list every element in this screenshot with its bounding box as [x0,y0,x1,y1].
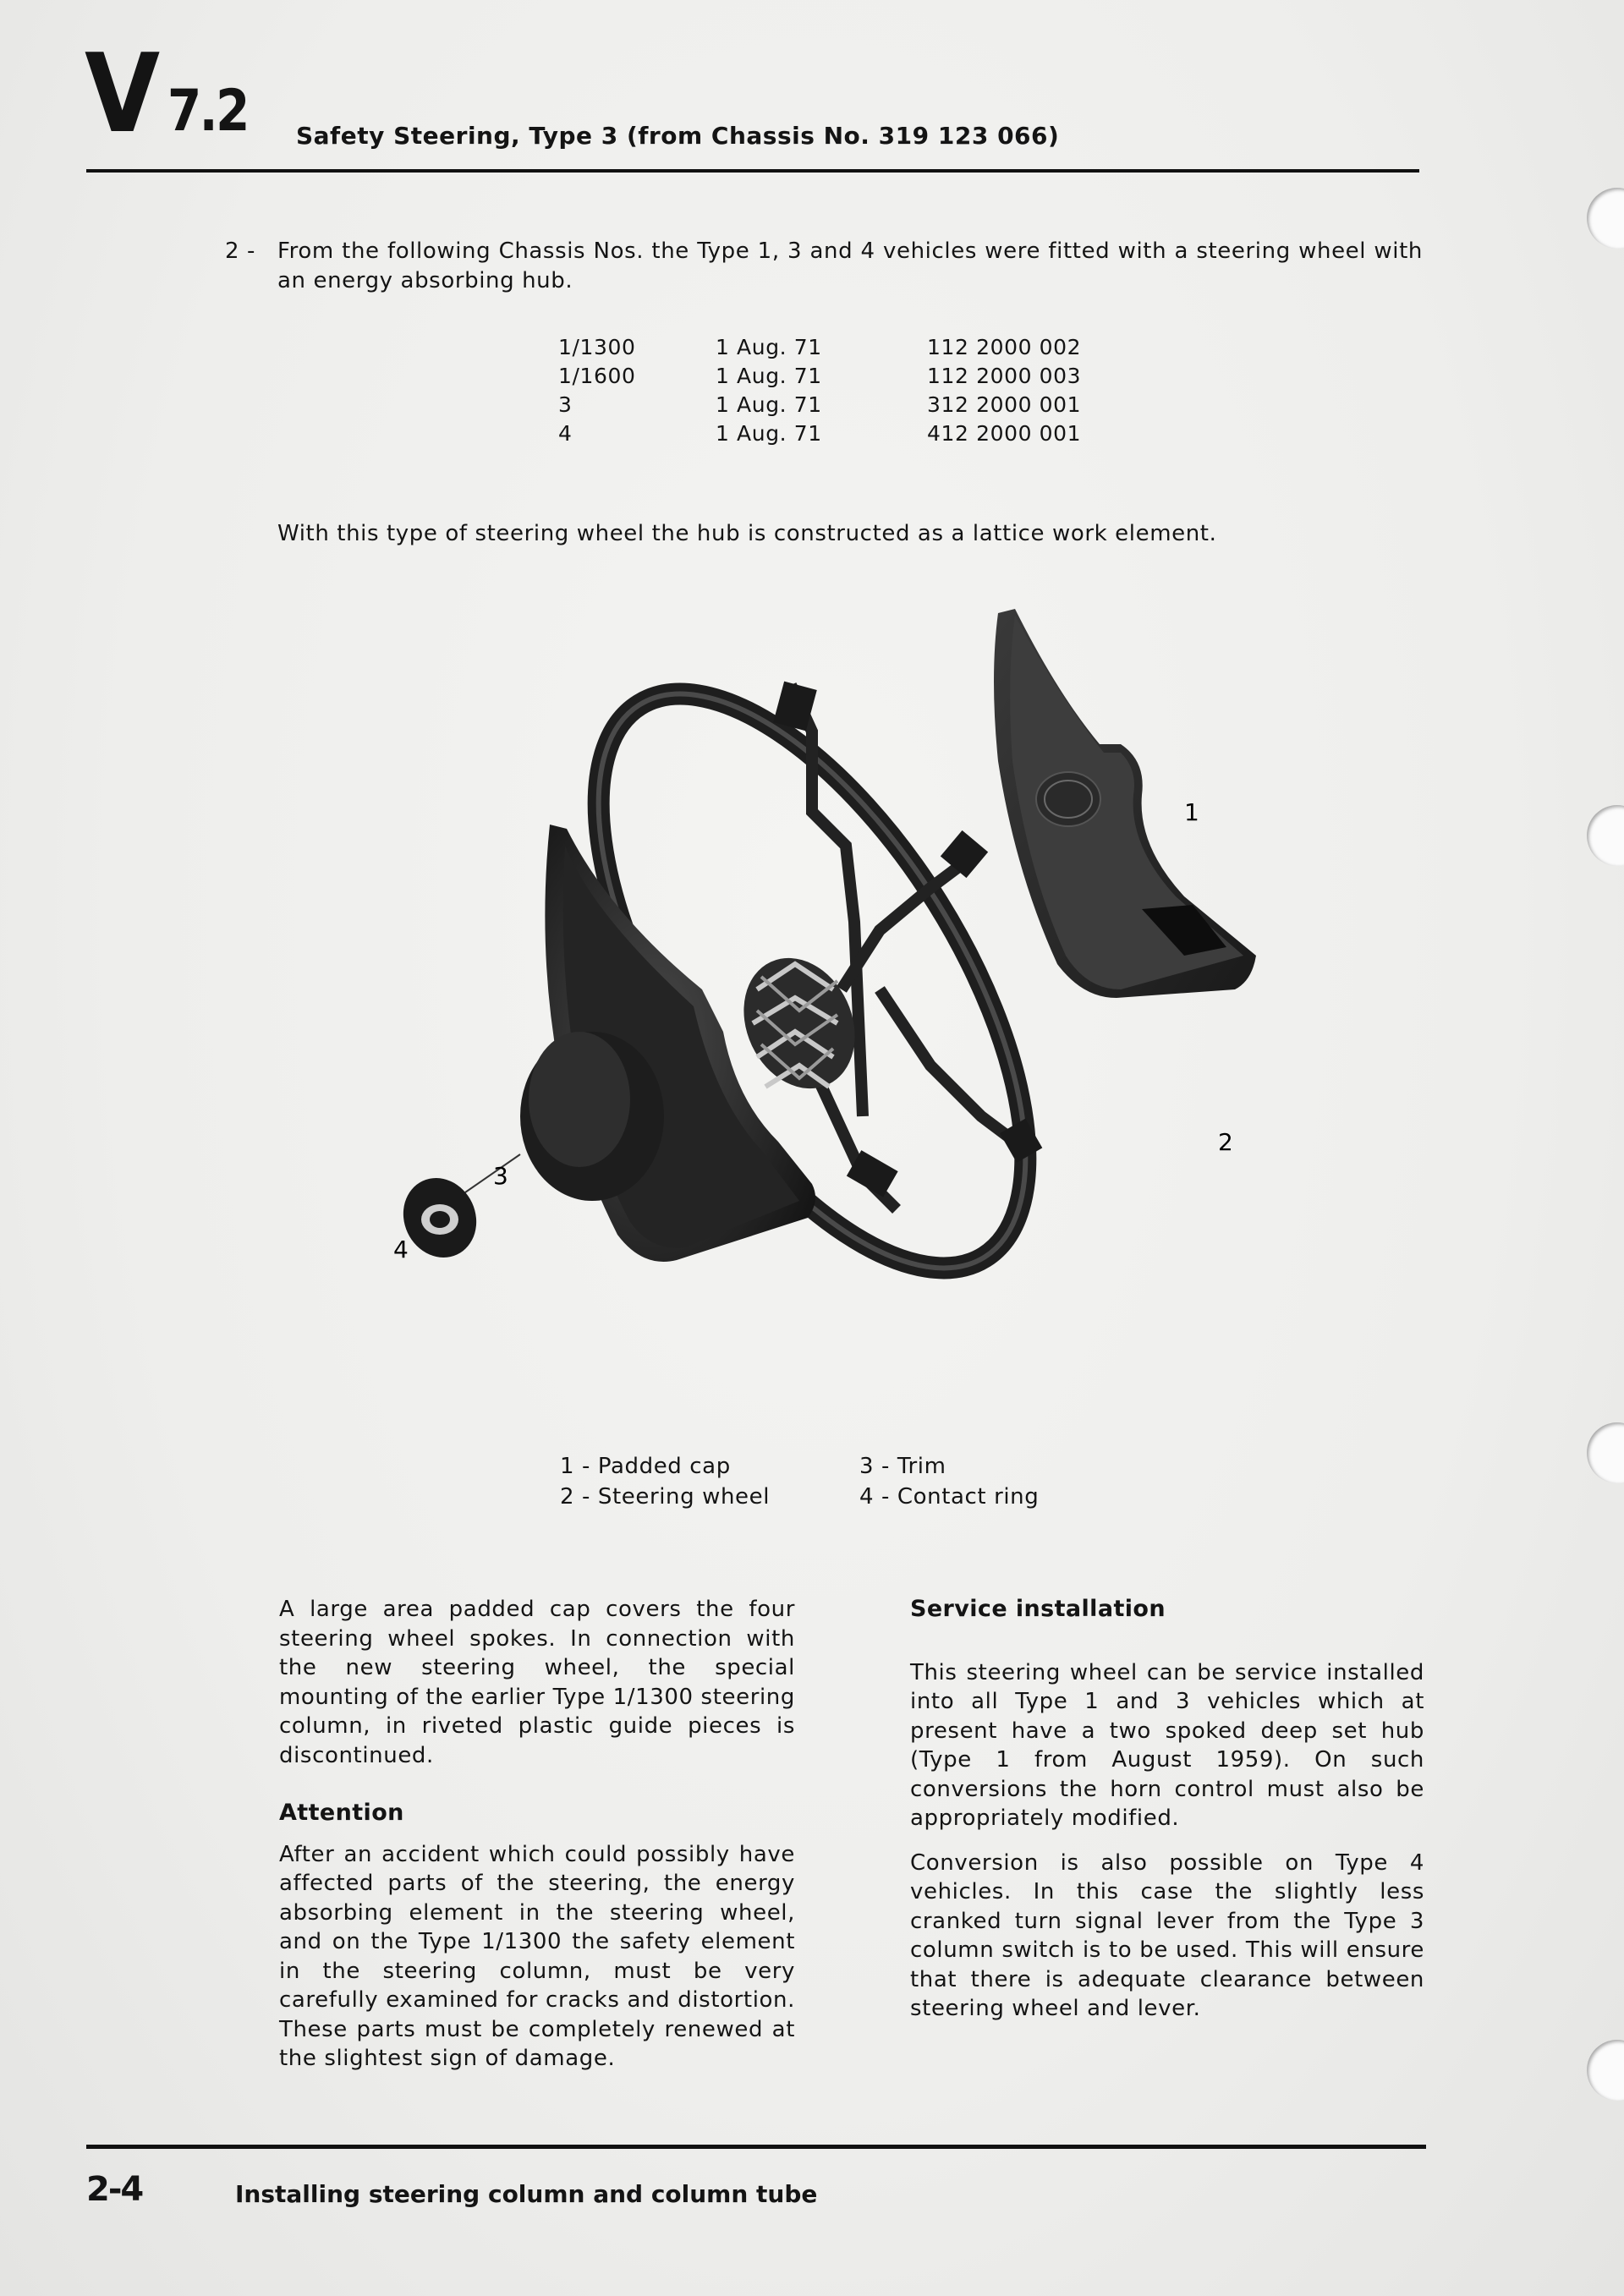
table-row [558,421,1081,450]
chassis-number-cell: 112 2000 003 [927,364,1082,388]
padded-cap-paragraph: A large area padded cap covers the four steering wheel spokes. In connection with the new steering wheel, the special mounting of the earlier Type 1/1300 steering column, in riveted plastic guide pieces is discontinued. [279,1597,795,1768]
service-installation-heading: Service installation [910,1596,1166,1622]
chassis-number-cell: 112 2000 002 [927,335,1082,359]
date-cell: 1 Aug. 71 [716,392,822,417]
chassis-number-cell: 412 2000 001 [927,421,1082,446]
attention-heading: Attention [279,1800,404,1826]
date-cell: 1 Aug. 71 [716,335,822,359]
item-number: 2 - [225,238,255,264]
lattice-note: With this type of steering wheel the hub is constructed as a lattice work element. [277,521,1217,546]
callout-1: 1 [1184,798,1199,826]
section-letter: V [85,31,157,157]
figure-legend-right [859,1451,1039,1512]
left-column [279,1595,795,2074]
legend-item: 3 - Trim [859,1454,946,1479]
intro-text: From the following Chassis Nos. the Type 1, 3 and 4 vehicles were fitted with a steering wheel with an energy absorbing hub. [277,238,1423,293]
date-cell: 1 Aug. 71 [716,364,822,388]
figure-legend-left [560,1451,770,1512]
date-cell: 1 Aug. 71 [716,421,822,446]
vehicle-type-cell: 4 [558,421,573,446]
service-installation-paragraph-2: Conversion is also possible on Type 4 vehicles. In this case the slightly less cranked turn signal lever from the Type 3 column switch is to be used. This will ensure that there is adequate clearance between steering wheel and lever. [910,1849,1424,2021]
table-row [558,335,1081,364]
padded-cap [994,609,1256,998]
service-installation-paragraph-1: This steering wheel can be service installed into all Type 1 and 3 vehicles which at present have a two spoked deep set hub (Type 1 from August 1959). On such conversions the horn control must also be appropriately modified. [910,1659,1424,1831]
vehicle-type-cell: 1/1300 [558,335,636,359]
callout-4: 4 [393,1236,409,1263]
legend-item: 2 - Steering wheel [560,1484,771,1510]
steering-wheel-figure [338,592,1269,1438]
callout-3: 3 [493,1162,508,1190]
chassis-table [558,335,1081,450]
legend-item: 4 - Contact ring [859,1484,1040,1510]
legend-item: 1 - Padded cap [560,1454,731,1479]
page-title: Safety Steering, Type 3 (from Chassis No. 319 123 066) [296,122,1060,150]
vehicle-type-cell: 3 [558,392,573,417]
page-number: 2-4 [86,2170,143,2209]
table-row [558,392,1081,421]
table-row [558,364,1081,392]
section-number: 7.2 [167,78,248,145]
vehicle-type-cell: 1/1600 [558,364,636,388]
callout-2: 2 [1218,1128,1233,1156]
attention-paragraph: After an accident which could possibly have affected parts of the steering, the energy absorbing element in the steering wheel, and on the Type 1/1300 the safety element in the steering column, must be very carefully examined for cracks and distortion. These parts must be completely renewed at the slightest sign of damage. [279,1841,795,2071]
header-rule [86,169,1419,173]
right-column [910,1595,1424,2024]
footer-rule [86,2145,1426,2149]
footer-title: Installing steering column and column tube [235,2180,818,2208]
chassis-number-cell: 312 2000 001 [927,392,1082,417]
